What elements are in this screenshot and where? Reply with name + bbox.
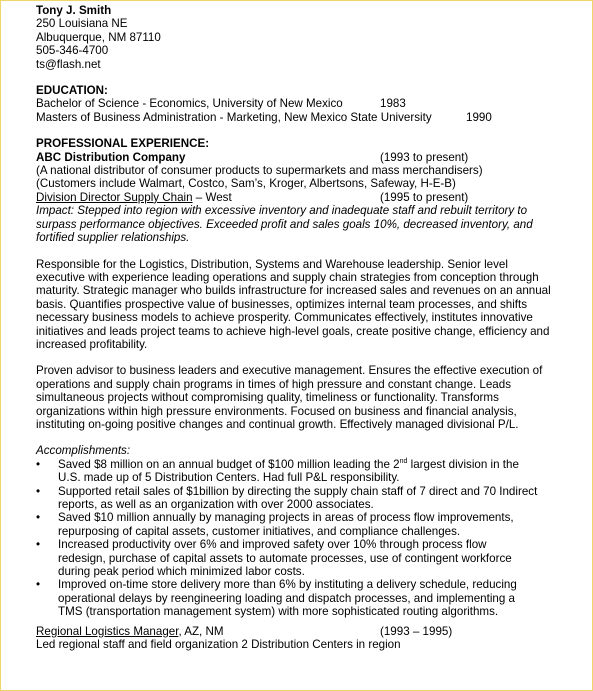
bullet-line: operational delays by reengineering loading and dispatch processes, and implementing a [58, 591, 515, 605]
paragraph-line: instituting on-going positive changes and continual growth. Effectively managed divisional P/L. [36, 417, 519, 431]
paragraph-line: simultaneous projects without compromising quality, timeliness or functionality. Transforms [36, 391, 499, 405]
bullet-line: during peak period which minimized labor costs. [58, 565, 305, 579]
bullet-text: largest division in the [407, 457, 519, 471]
list-item [36, 485, 556, 512]
role2-title: Regional Logistics Manager [36, 624, 179, 638]
impact-line: Impact: Stepped into region with excessive inventory and inadequate staff and rebuilt territory to [36, 204, 528, 218]
role-line [36, 191, 556, 204]
list-item [36, 458, 556, 485]
bullet-text: Saved $8 million on an annual budget of $100 million leading the 2 [58, 457, 400, 471]
impact-line: surpass performance objectives. Exceeded profit and sales goals 10%, decreased inventory, and [36, 217, 533, 231]
bullet-line: Increased productivity over 6% and improved safety over 10% through process flow [58, 538, 487, 552]
education-heading: EDUCATION: [36, 84, 108, 98]
contact-email: ts@flash.net [36, 57, 101, 71]
contact-street: 250 Louisiana NE [36, 17, 128, 31]
bullet-line: reports, as well as an organization with over 2000 associates. [58, 498, 374, 511]
education-year: 1983 [380, 97, 406, 111]
list-item [36, 511, 556, 538]
bullet-icon: • [36, 578, 41, 592]
company-customers: (Customers include Walmart, Costco, Sam’s, Kroger, Albertsons, Safeway, H-E-B) [36, 177, 456, 191]
paragraph-line: organizations within high pressure environments. Focused on business and financial analysis, [36, 404, 517, 418]
paragraph-line: executive with experience leading operations and supply chain strategies from conception through [36, 270, 539, 284]
advisor-paragraph [36, 364, 556, 431]
education-degree: Masters of Business Administration - Marketing, New Mexico State University [36, 110, 432, 124]
paragraph-line: increased profitability. [36, 337, 148, 351]
role-location: – West [192, 190, 232, 204]
bullet-line [58, 458, 556, 471]
company-description: (A national distributor of consumer products to supermarkets and mass merchandisers) [36, 164, 483, 178]
education-section [36, 84, 556, 124]
paragraph-line: basis. Quantifies prospective value of businesses, optimizes internal team processes, and shifts [36, 297, 528, 311]
contact-name: Tony J. Smith [36, 4, 112, 17]
bullet-line: Improved on-time store delivery more than 6% by instituting a delivery schedule, reducing [58, 578, 517, 592]
paragraph-line: Proven advisor to business leaders and executive management. Ensures the effective execution of [36, 364, 543, 378]
role2-description: Led regional staff and field organization 2 Distribution Centers in region [36, 638, 401, 652]
contact-phone: 505-346-4700 [36, 44, 109, 58]
contact-city: Albuquerque, NM 87110 [36, 30, 161, 44]
responsibility-paragraph [36, 258, 556, 352]
bullet-icon: • [36, 511, 41, 525]
bullet-icon: • [36, 484, 41, 498]
contact-block [36, 4, 556, 71]
paragraph-line: initiatives and leads project teams to achieve high-level goals, create positive change, efficiency and [36, 324, 550, 338]
list-item [36, 538, 556, 578]
bullet-line: Saved $10 million annually by managing projects in areas of process flow improvements, [58, 511, 514, 525]
company-dates: (1993 to present) [380, 150, 469, 164]
company-line [36, 151, 556, 164]
bullet-line: redesign, purchase of capital assets to automate processes, use of contingent workforce [58, 551, 512, 565]
company-name: ABC Distribution Company [36, 150, 186, 164]
bullet-line: U.S. made up of 5 Distribution Centers. Had full P&L responsibility. [58, 471, 400, 485]
paragraph-line: maturity. Strategic manager who builds infrastructure for increased sales and revenues on an annual [36, 284, 551, 298]
resume-document [36, 4, 556, 651]
bullet-line: Supported retail sales of $1billion by directing the supply chain staff of 7 direct and 70 Indirect [58, 484, 538, 498]
experience-heading: PROFESSIONAL EXPERIENCE: [36, 137, 210, 151]
paragraph-line: Responsible for the Logistics, Distribution, Systems and Warehouse leadership. Senior level [36, 257, 508, 271]
education-year: 1990 [466, 110, 492, 124]
bullet-line: TMS (transportation management system) with more sophisticated routing algorithms. [58, 605, 499, 619]
paragraph-line: necessary business models to achieve prosperity. Communicates effectively, institutes innovative [36, 311, 533, 325]
ordinal-suffix: nd [399, 457, 408, 465]
role2-line [36, 625, 556, 638]
experience-section [36, 137, 556, 651]
role2-location: , AZ, NM [178, 624, 224, 638]
role-dates: (1995 to present) [380, 190, 469, 204]
bullet-icon: • [36, 457, 41, 471]
bullet-icon: • [36, 538, 41, 552]
role-title: Division Director Supply Chain [36, 190, 193, 204]
paragraph-line: operations and supply chain programs in times of high pressure and constant change. Leads [36, 377, 511, 391]
role2-dates: (1993 – 1995) [380, 624, 453, 638]
education-degree: Bachelor of Science - Economics, University of New Mexico [36, 97, 343, 111]
bullet-line: repurposing of capital assets, customer initiatives, and compliance challenges. [58, 524, 461, 538]
impact-line: fortified supplier relationships. [36, 231, 190, 245]
accomplishments-label: Accomplishments: [36, 444, 131, 458]
impact-statement [36, 204, 556, 244]
list-item [36, 578, 556, 618]
accomplishments-list [36, 458, 556, 619]
education-entry [36, 111, 556, 124]
education-entry [36, 97, 556, 110]
